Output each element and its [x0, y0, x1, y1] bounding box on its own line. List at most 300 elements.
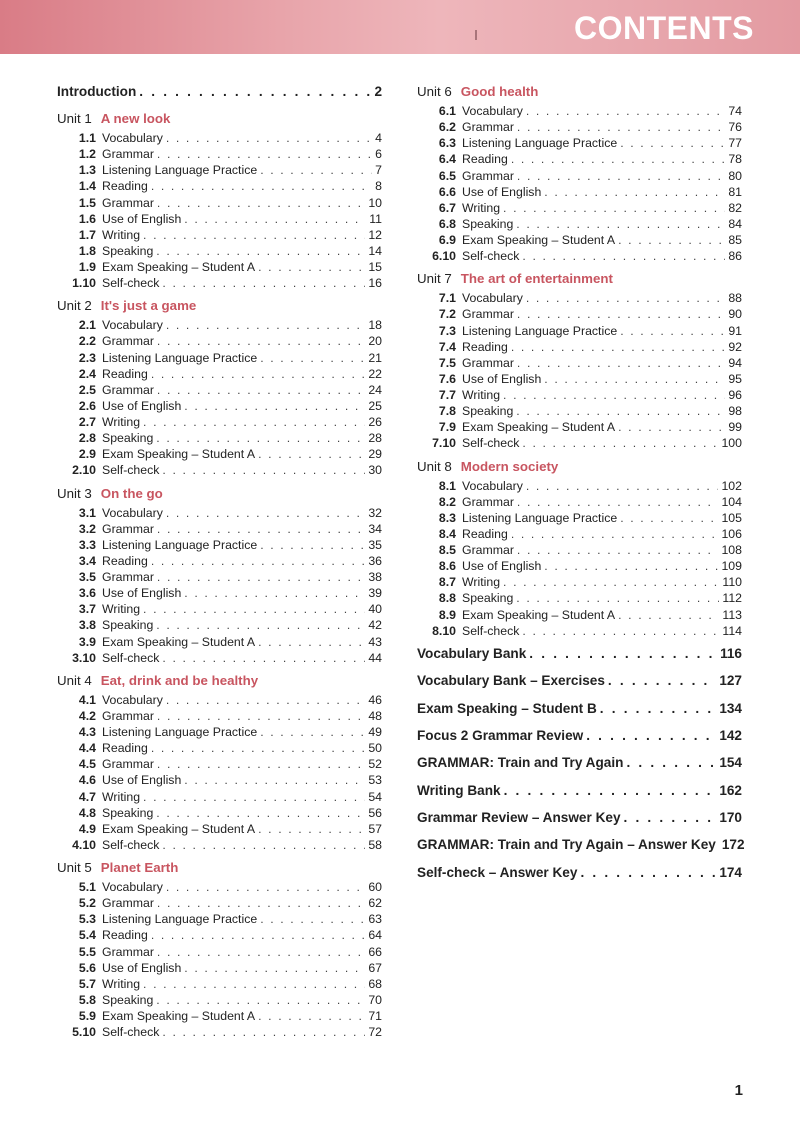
back-matter-page: 142: [719, 727, 742, 743]
toc-row[interactable]: [417, 324, 742, 340]
toc-row[interactable]: [57, 586, 382, 602]
back-matter-entry[interactable]: [417, 728, 742, 755]
section-page: 7: [375, 163, 382, 178]
section-label: Reading: [462, 526, 508, 541]
leader-dots: [151, 367, 366, 381]
section-label: Writing: [102, 602, 141, 617]
section-label: Speaking: [102, 243, 154, 258]
toc-row[interactable]: [57, 635, 382, 651]
section-number: 3.9: [78, 634, 96, 649]
leader-dots: [166, 880, 365, 894]
section-page: 28: [368, 431, 382, 446]
toc-row[interactable]: [417, 372, 742, 388]
section-number: 4.1: [78, 692, 96, 707]
section-label: Self-check: [102, 276, 160, 291]
leader-dots: [166, 131, 372, 145]
toc-row[interactable]: [417, 307, 742, 323]
toc-row[interactable]: [57, 806, 382, 822]
section-label: Writing: [462, 575, 501, 590]
toc-row[interactable]: [57, 993, 382, 1009]
section-page: 40: [368, 602, 382, 617]
section-label: Listening Language Practice: [102, 912, 258, 927]
section-page: 49: [368, 725, 382, 739]
toc-row[interactable]: [57, 757, 382, 773]
leader-dots: [143, 602, 365, 616]
section-label: Exam Speaking – Student A: [462, 233, 616, 247]
leader-dots: [157, 334, 365, 348]
section-label: Writing: [102, 976, 141, 991]
leader-dots: [529, 646, 717, 661]
section-label: Use of English: [462, 184, 542, 199]
section-page: 64: [368, 928, 382, 943]
back-matter-entry[interactable]: [417, 701, 742, 728]
section-page: 70: [368, 992, 382, 1007]
toc-row[interactable]: [417, 543, 742, 559]
leader-dots: [143, 415, 365, 429]
toc-row[interactable]: [57, 196, 382, 212]
section-number: 1.7: [78, 227, 96, 242]
section-number: 1.3: [78, 163, 96, 178]
toc-row[interactable]: [417, 104, 742, 120]
section-label: Listening Language Practice: [102, 537, 258, 552]
page-number: 1: [734, 1082, 743, 1099]
toc-row[interactable]: [57, 602, 382, 618]
toc-row[interactable]: [417, 575, 742, 591]
section-label: Reading: [102, 179, 148, 194]
section-number: 2.9: [78, 447, 96, 462]
toc-right-column: [417, 84, 745, 892]
section-page: 44: [368, 650, 382, 665]
leader-dots: [184, 399, 365, 413]
section-number: 3.2: [78, 521, 96, 536]
unit-number: Unit 2: [57, 298, 92, 314]
leader-dots: [258, 1009, 365, 1023]
leader-dots: [618, 233, 725, 247]
section-label: Reading: [102, 366, 148, 381]
toc-row[interactable]: [57, 163, 382, 179]
section-number: 6.2: [438, 120, 456, 135]
toc-row[interactable]: [417, 624, 742, 640]
section-page: 91: [728, 323, 742, 338]
unit-heading[interactable]: [57, 673, 382, 691]
section-number: 7.5: [438, 355, 456, 370]
toc-row[interactable]: [417, 136, 742, 152]
toc-row[interactable]: [57, 463, 382, 479]
section-number: 7.7: [438, 388, 456, 402]
toc-row[interactable]: [57, 367, 382, 383]
section-label: Vocabulary: [102, 692, 163, 707]
back-matter-page: 170: [719, 810, 742, 826]
leader-dots: [517, 543, 719, 557]
toc-row[interactable]: [57, 725, 382, 741]
toc-row[interactable]: [57, 228, 382, 244]
section-number: 2.3: [78, 350, 96, 365]
toc-row[interactable]: [57, 415, 382, 431]
section-number: 7.6: [438, 371, 456, 386]
toc-row[interactable]: [57, 131, 382, 147]
section-label: Exam Speaking – Student A: [102, 260, 256, 274]
section-page: 77: [728, 136, 742, 151]
leader-dots: [166, 693, 365, 707]
section-page: 106: [721, 526, 742, 541]
toc-row[interactable]: [417, 120, 742, 136]
section-number: 6.7: [438, 200, 456, 215]
toc-row[interactable]: [57, 790, 382, 806]
leader-dots: [184, 961, 365, 975]
leader-dots: [620, 324, 725, 338]
back-matter-entry[interactable]: [417, 673, 742, 700]
section-page: 15: [368, 260, 382, 274]
section-page: 22: [368, 366, 382, 381]
section-number: 3.10: [72, 650, 96, 665]
section-label: Self-check: [102, 463, 160, 478]
section-label: Vocabulary: [102, 505, 163, 520]
toc-row[interactable]: [57, 334, 382, 350]
toc-row[interactable]: [417, 479, 742, 495]
leader-dots: [162, 463, 365, 477]
section-page: 32: [368, 505, 382, 520]
toc-row[interactable]: [57, 693, 382, 709]
unit-number: Unit 8: [417, 458, 452, 474]
leader-dots: [162, 1025, 365, 1039]
leader-dots: [156, 431, 365, 445]
section-page: 11: [369, 211, 382, 226]
toc-row[interactable]: [57, 399, 382, 415]
unit-heading[interactable]: [417, 271, 742, 289]
section-number: 8.2: [438, 494, 456, 509]
toc-row[interactable]: [417, 608, 742, 624]
section-number: 5.1: [78, 880, 96, 894]
section-number: 7.3: [438, 323, 456, 338]
section-number: 8.3: [438, 510, 456, 525]
section-label: Grammar: [102, 570, 154, 584]
section-page: 110: [722, 575, 742, 590]
section-page: 114: [722, 623, 742, 638]
back-matter-page: 116: [720, 645, 742, 661]
unit-block: [57, 860, 382, 1041]
unit-block: [57, 298, 382, 479]
section-label: Writing: [102, 227, 141, 242]
section-number: 8.6: [438, 559, 456, 574]
section-page: 92: [728, 339, 742, 354]
section-number: 2.10: [72, 463, 96, 478]
section-number: 3.1: [78, 505, 96, 520]
toc-row[interactable]: [57, 912, 382, 928]
toc-row[interactable]: [417, 436, 742, 452]
section-page: 84: [728, 216, 742, 231]
section-label: Self-check: [462, 249, 520, 264]
toc-row[interactable]: [57, 522, 382, 538]
toc-row[interactable]: [57, 447, 382, 463]
toc-row[interactable]: [57, 838, 382, 854]
toc-row[interactable]: [57, 570, 382, 586]
leader-dots: [503, 388, 725, 402]
leader-dots: [580, 865, 716, 880]
toc-row[interactable]: [57, 961, 382, 977]
section-label: Vocabulary: [462, 104, 523, 118]
section-page: 68: [368, 976, 382, 991]
toc-row[interactable]: [57, 276, 382, 292]
section-number: 5.2: [78, 896, 96, 911]
section-page: 18: [368, 318, 382, 333]
back-matter-label: GRAMMAR: Train and Try Again: [417, 755, 624, 771]
toc-row[interactable]: [57, 506, 382, 522]
unit-title: On the go: [100, 485, 163, 501]
unit-block: [57, 111, 382, 292]
toc-row[interactable]: [57, 147, 382, 163]
toc-row[interactable]: [417, 495, 742, 511]
section-page: 39: [368, 586, 382, 601]
section-number: 8.1: [438, 478, 456, 493]
unit-title: Eat, drink and be healthy: [100, 672, 259, 688]
back-matter-label: Exam Speaking – Student B: [417, 700, 597, 716]
toc-row[interactable]: [57, 244, 382, 260]
section-number: 4.10: [72, 837, 96, 852]
leader-dots: [526, 291, 725, 305]
section-label: Exam Speaking – Student A: [102, 821, 256, 836]
toc-row[interactable]: [417, 185, 742, 201]
section-number: 3.5: [78, 570, 96, 584]
back-matter-entry[interactable]: [417, 865, 742, 892]
toc-row[interactable]: [417, 340, 742, 356]
section-page: 81: [728, 184, 742, 199]
unit-heading[interactable]: [57, 860, 382, 878]
section-number: 2.6: [78, 398, 96, 413]
unit-number: Unit 3: [57, 485, 92, 501]
section-label: Listening Language Practice: [462, 136, 618, 151]
toc-row[interactable]: [57, 651, 382, 667]
toc-row[interactable]: [57, 1009, 382, 1025]
section-number: 2.7: [78, 415, 96, 429]
toc-row[interactable]: [417, 217, 742, 233]
section-page: 16: [368, 276, 382, 291]
back-matter-list: [417, 645, 745, 893]
back-matter-entry[interactable]: [417, 755, 742, 782]
toc-row[interactable]: [417, 169, 742, 185]
back-matter-entry[interactable]: [417, 810, 742, 837]
section-label: Exam Speaking – Student A: [462, 420, 616, 435]
back-matter-entry[interactable]: [417, 837, 745, 864]
section-label: Listening Language Practice: [462, 323, 618, 338]
toc-row[interactable]: [417, 404, 742, 420]
section-label: Listening Language Practice: [102, 163, 258, 178]
section-number: 5.8: [78, 992, 96, 1007]
toc-row[interactable]: [57, 383, 382, 399]
toc-row[interactable]: [57, 351, 382, 367]
section-page: 38: [368, 570, 382, 584]
section-number: 7.2: [438, 307, 456, 322]
section-label: Grammar: [102, 944, 154, 959]
section-page: 88: [728, 291, 742, 306]
section-number: 8.7: [438, 575, 456, 590]
unit-heading[interactable]: [57, 298, 382, 316]
toc-row[interactable]: [417, 511, 742, 527]
toc-row[interactable]: [57, 709, 382, 725]
unit-heading[interactable]: [57, 111, 382, 129]
toc-row[interactable]: [57, 538, 382, 554]
toc-row[interactable]: [417, 233, 742, 249]
section-number: 7.10: [432, 436, 456, 451]
section-label: Use of English: [102, 586, 182, 601]
leader-dots: [511, 340, 726, 354]
section-number: 3.3: [78, 537, 96, 552]
section-page: 80: [728, 168, 742, 183]
leader-dots: [260, 912, 365, 926]
unit-heading[interactable]: [417, 84, 742, 102]
section-page: 66: [368, 944, 382, 959]
section-label: Grammar: [462, 168, 514, 183]
section-label: Grammar: [102, 147, 154, 162]
section-page: 58: [368, 837, 382, 852]
toc-row[interactable]: [57, 431, 382, 447]
leader-dots: [184, 773, 365, 787]
toc-row[interactable]: [57, 928, 382, 944]
leader-dots: [526, 104, 725, 118]
back-matter-label: Self-check – Answer Key: [417, 864, 578, 880]
section-number: 3.8: [78, 618, 96, 633]
toc-row[interactable]: [417, 388, 742, 404]
section-label: Exam Speaking – Student A: [102, 447, 256, 462]
unit-title: Good health: [460, 84, 539, 99]
leader-dots: [544, 185, 725, 199]
section-number: 1.1: [78, 131, 96, 145]
section-label: Speaking: [102, 805, 154, 820]
section-label: Speaking: [102, 431, 154, 446]
toc-row[interactable]: [417, 591, 742, 607]
section-number: 8.5: [438, 543, 456, 557]
leader-dots: [156, 618, 365, 632]
page-title: CONTENTS: [574, 10, 754, 46]
leader-dots: [157, 757, 365, 771]
toc-row[interactable]: [417, 527, 742, 543]
section-label: Use of English: [462, 559, 542, 574]
section-number: 5.4: [78, 928, 96, 943]
toc-row[interactable]: [57, 945, 382, 961]
toc-row[interactable]: [417, 559, 742, 575]
leader-dots: [162, 838, 365, 852]
section-page: 85: [728, 233, 742, 247]
section-number: 7.1: [438, 291, 456, 306]
section-label: Grammar: [462, 494, 514, 509]
toc-row[interactable]: [57, 880, 382, 896]
section-page: 21: [368, 350, 382, 365]
toc-row[interactable]: [57, 260, 382, 276]
section-page: 94: [728, 355, 742, 370]
toc-introduction[interactable]: [57, 84, 382, 102]
toc-row[interactable]: [57, 741, 382, 757]
toc-left-column: [57, 84, 382, 1047]
section-number: 5.9: [78, 1009, 96, 1023]
leader-dots: [586, 728, 716, 743]
section-number: 4.6: [78, 773, 96, 788]
section-number: 6.1: [438, 104, 456, 118]
leader-dots: [516, 591, 719, 605]
section-label: Reading: [102, 928, 148, 943]
section-number: 6.10: [432, 249, 456, 264]
leader-dots: [626, 755, 716, 770]
toc-row[interactable]: [417, 356, 742, 372]
section-label: Listening Language Practice: [102, 350, 258, 365]
section-page: 95: [728, 371, 742, 386]
leader-dots: [151, 741, 366, 755]
toc-row[interactable]: [57, 554, 382, 570]
section-label: Grammar: [462, 355, 514, 370]
section-number: 1.2: [78, 147, 96, 162]
unit-heading[interactable]: [417, 459, 742, 477]
section-label: Use of English: [102, 398, 182, 413]
section-page: 90: [728, 307, 742, 322]
toc-row[interactable]: [417, 291, 742, 307]
leader-dots: [151, 554, 366, 568]
section-label: Writing: [462, 200, 501, 215]
leader-dots: [620, 511, 718, 525]
toc-row[interactable]: [57, 822, 382, 838]
section-page: 20: [368, 334, 382, 349]
section-page: 112: [722, 591, 742, 606]
section-number: 2.5: [78, 382, 96, 397]
section-label: Writing: [102, 789, 141, 804]
section-page: 99: [728, 420, 742, 435]
back-matter-page: 174: [719, 864, 742, 880]
section-page: 10: [368, 195, 382, 210]
section-label: Exam Speaking – Student A: [462, 607, 616, 622]
leader-dots: [624, 810, 717, 825]
section-label: Self-check: [102, 1025, 160, 1040]
back-matter-entry[interactable]: [417, 783, 742, 810]
section-number: 4.9: [78, 821, 96, 836]
back-matter-entry[interactable]: [417, 646, 742, 673]
section-number: 6.5: [438, 168, 456, 183]
toc-row[interactable]: [57, 773, 382, 789]
section-page: 14: [368, 243, 382, 258]
section-page: 29: [368, 447, 382, 462]
toc-row[interactable]: [417, 249, 742, 265]
section-number: 3.7: [78, 602, 96, 617]
unit-heading[interactable]: [57, 486, 382, 504]
leader-dots: [544, 372, 725, 386]
toc-row[interactable]: [417, 201, 742, 217]
toc-row[interactable]: [57, 179, 382, 195]
section-label: Self-check: [462, 623, 520, 638]
toc-row[interactable]: [57, 318, 382, 334]
section-number: 5.5: [78, 944, 96, 959]
unit-number: Unit 6: [417, 84, 452, 99]
toc-row[interactable]: [57, 212, 382, 228]
section-number: 7.9: [438, 420, 456, 435]
section-page: 54: [368, 789, 382, 804]
leader-dots: [151, 928, 366, 942]
leader-dots: [503, 575, 719, 589]
leader-dots: [162, 651, 365, 665]
toc-row[interactable]: [57, 896, 382, 912]
back-matter-page: 172: [721, 837, 745, 853]
toc-row[interactable]: [417, 420, 742, 436]
toc-row[interactable]: [57, 977, 382, 993]
leader-dots: [260, 538, 365, 552]
toc-row[interactable]: [57, 618, 382, 634]
toc-row[interactable]: [57, 1025, 382, 1041]
section-page: 109: [721, 559, 742, 574]
section-page: 35: [368, 537, 382, 552]
leader-dots: [503, 201, 725, 215]
section-page: 25: [368, 398, 382, 413]
section-label: Reading: [102, 741, 148, 756]
section-number: 8.9: [438, 607, 456, 622]
header-tick-mark: [475, 30, 477, 40]
section-page: 52: [368, 757, 382, 772]
unit-number: Unit 5: [57, 860, 92, 875]
toc-row[interactable]: [417, 152, 742, 168]
